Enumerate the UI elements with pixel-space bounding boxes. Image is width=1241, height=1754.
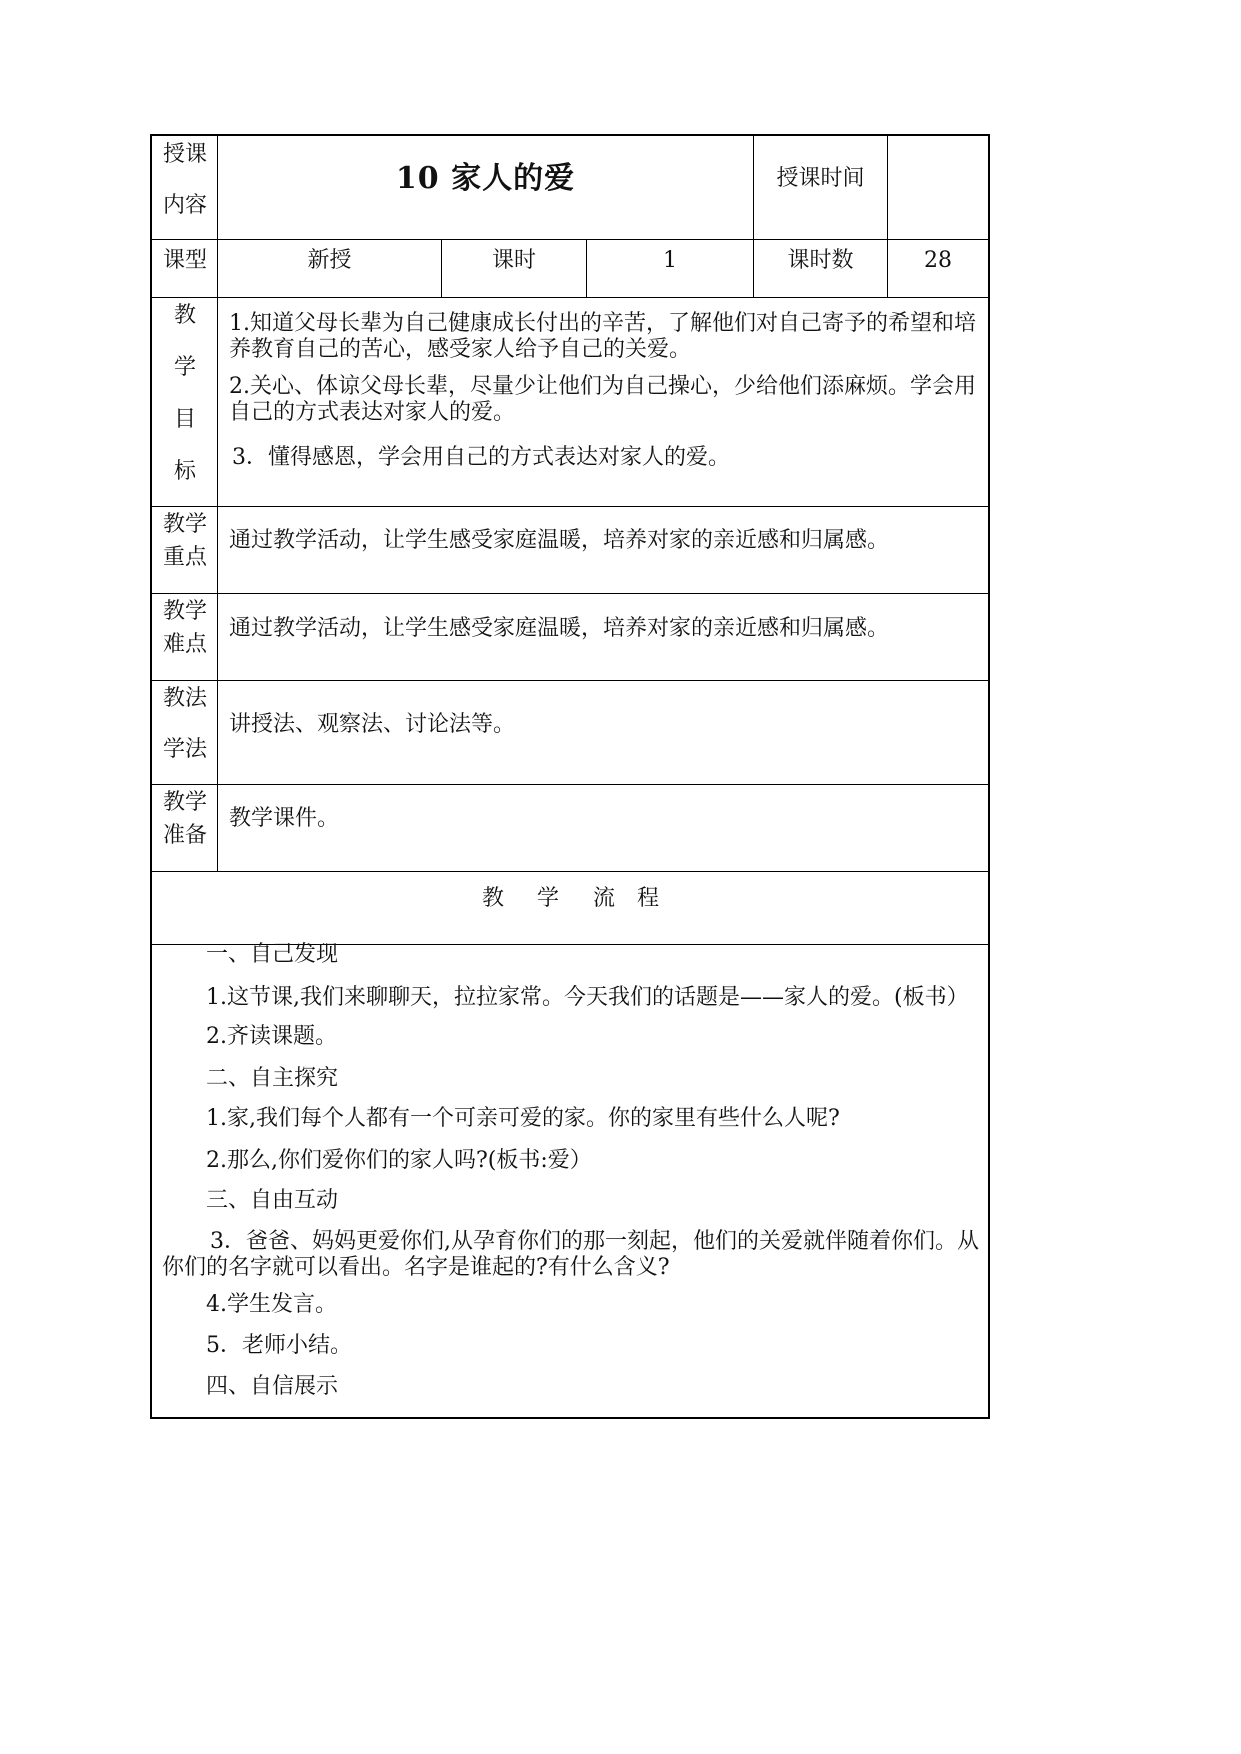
table-border-right xyxy=(988,134,990,1418)
process-line: 四、自信展示 xyxy=(206,1374,339,1399)
methods-text: 讲授法、观察法、讨论法等。 xyxy=(229,712,516,737)
preparation-label-line1: 教学 xyxy=(163,790,208,815)
content-label-line1: 授课 xyxy=(163,142,208,167)
content-label-line2: 内容 xyxy=(163,193,208,218)
process-line: 5．老师小结。 xyxy=(206,1333,352,1358)
process-heading-char: 流 xyxy=(593,886,616,911)
process-line: 二、自主探究 xyxy=(206,1066,339,1091)
goals-label-char: 教 xyxy=(174,303,197,328)
goal-item: 2.关心、体谅父母长辈，尽量少让他们为自己操心，少给他们添麻烦。学会用自己的方式表达对家人的爱。 xyxy=(229,374,976,425)
key-points-text: 通过教学活动，让学生感受家庭温暖，培养对家的亲近感和归属感。 xyxy=(229,528,890,553)
table-border-bottom xyxy=(150,1417,990,1419)
col-divider-label xyxy=(217,134,218,872)
difficulties-label-line1: 教学 xyxy=(163,599,208,624)
process-heading-char: 学 xyxy=(537,886,560,911)
difficulties-text: 通过教学活动，让学生感受家庭温暖，培养对家的亲近感和归属感。 xyxy=(229,616,890,641)
row-divider xyxy=(150,784,990,785)
process-line: 2.齐读课题。 xyxy=(206,1024,337,1049)
lesson-title: 10 家人的爱 xyxy=(395,161,576,196)
count-value: 28 xyxy=(924,248,952,273)
key-points-label-line1: 教学 xyxy=(163,512,208,537)
table-border-left xyxy=(150,134,152,1418)
process-line: 三、自由互动 xyxy=(206,1188,339,1213)
process-line: 4.学生发言。 xyxy=(206,1292,337,1317)
process-line: 1.家,我们每个人都有一个可亲可爱的家。你的家里有些什么人呢? xyxy=(206,1106,840,1131)
goal-item: 3．懂得感恩，学会用自己的方式表达对家人的爱。 xyxy=(232,445,730,470)
row-divider xyxy=(150,680,990,681)
row-divider xyxy=(150,239,990,240)
methods-label-line1: 教法 xyxy=(163,686,208,711)
goals-label-char: 标 xyxy=(174,459,197,484)
process-heading-char: 教 xyxy=(482,886,505,911)
difficulties-label-line2: 难点 xyxy=(163,632,208,657)
methods-label-line2: 学法 xyxy=(163,737,208,762)
row-divider xyxy=(150,593,990,594)
process-line: 1.这节课,我们来聊聊天，拉拉家常。今天我们的话题是——家人的爱。(板书） xyxy=(206,985,969,1010)
process-line: 一、自己发现 xyxy=(206,942,339,967)
row-divider xyxy=(150,506,990,507)
key-points-label-line2: 重点 xyxy=(163,545,208,570)
period-label: 课时 xyxy=(491,248,536,273)
goals-label-char: 学 xyxy=(174,355,197,380)
preparation-label-line2: 准备 xyxy=(163,823,208,848)
table-border-top xyxy=(150,134,990,136)
goals-label-char: 目 xyxy=(174,407,197,432)
row-divider xyxy=(150,297,990,298)
count-label: 课时数 xyxy=(787,248,854,273)
time-label: 授课时间 xyxy=(776,166,865,191)
type-label: 课型 xyxy=(163,248,208,273)
preparation-text: 教学课件。 xyxy=(229,806,340,831)
process-line: 2.那么,你们爱你们的家人吗?(板书:爱） xyxy=(206,1148,592,1173)
period-value: 1 xyxy=(663,248,677,273)
goal-item: 1.知道父母长辈为自己健康成长付出的辛苦，了解他们对自己寄予的希望和培养教育自己的苦心，感受家人给予自己的关爱。 xyxy=(229,311,976,362)
process-line: 3．爸爸、妈妈更爱你们,从孕育你们的那一刻起，他们的关爱就伴随着你们。从你们的名字就可以看出。名字是谁起的?有什么含义? xyxy=(162,1229,979,1280)
row-divider xyxy=(150,871,990,872)
type-value: 新授 xyxy=(307,248,352,273)
process-heading-char: 程 xyxy=(637,886,660,911)
